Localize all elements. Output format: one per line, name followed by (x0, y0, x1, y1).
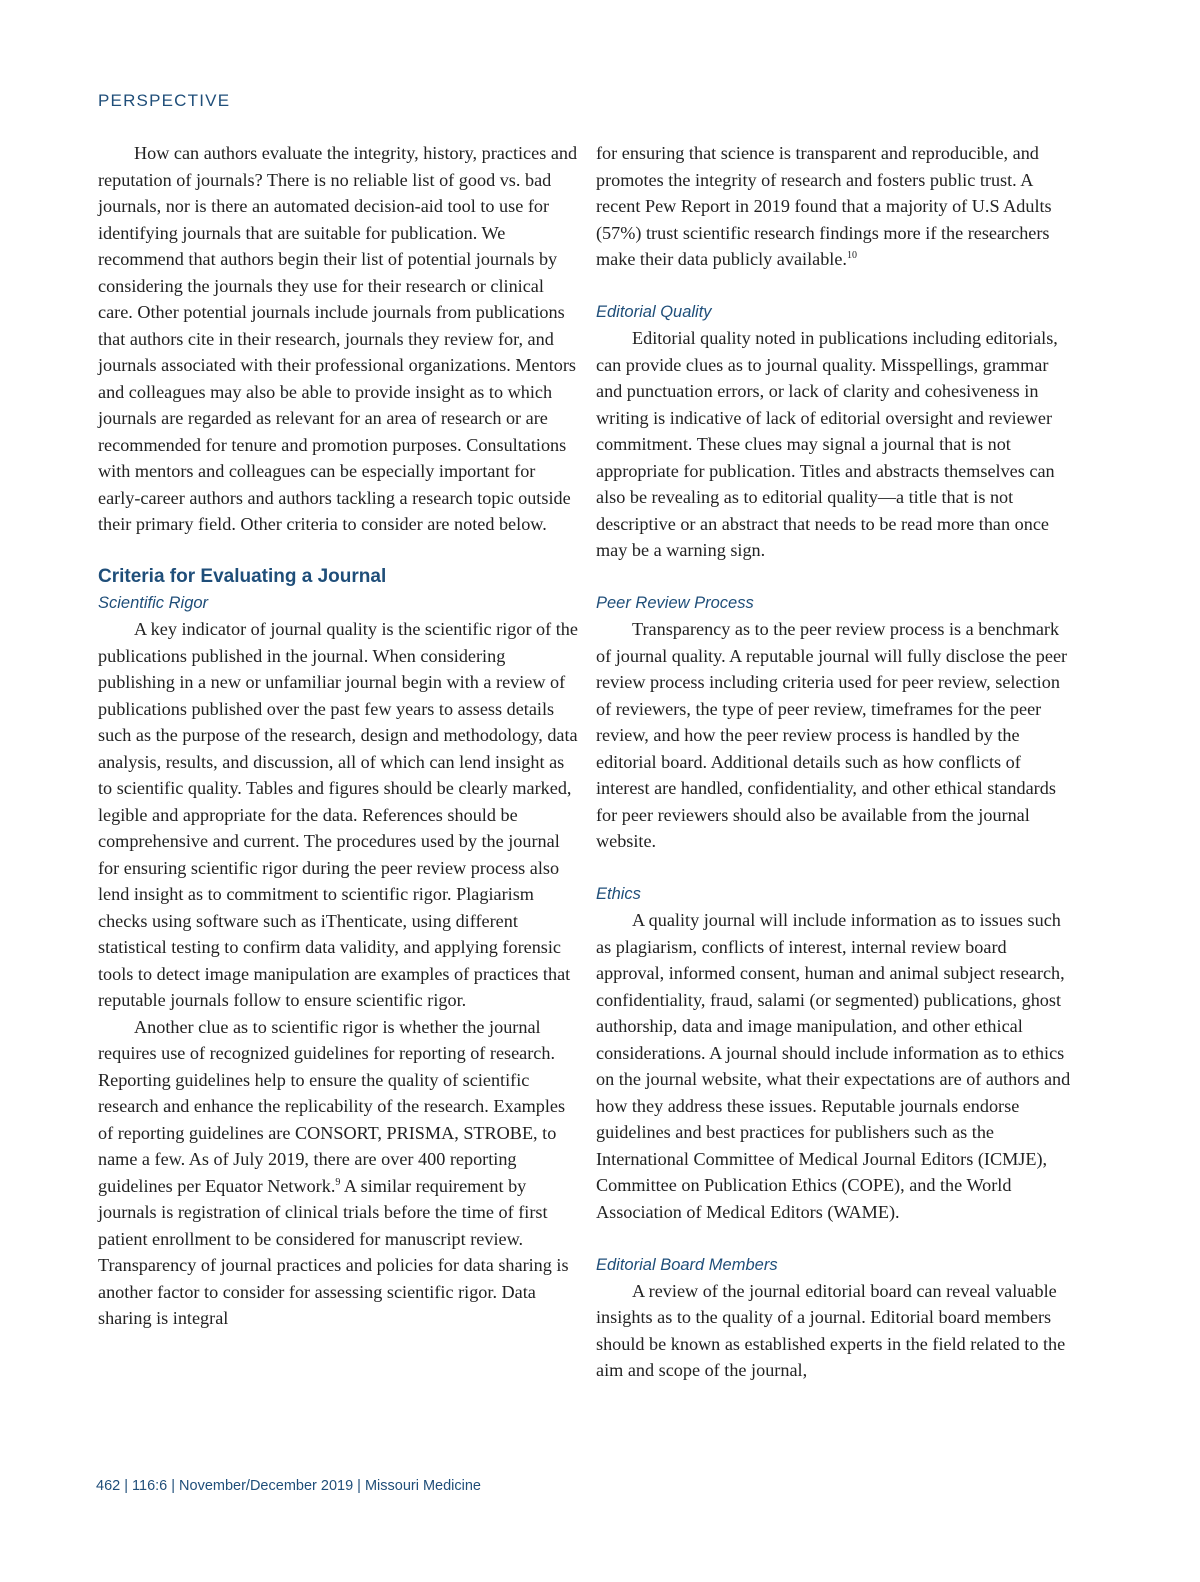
rigor-text-b: A similar requirement by journals is registration of clinical trials before the time of first patient enrollment to be considered for manuscript review. Transparency of journal practices and policies for data sharing is another factor to consider for assessing scientific rigor. Data sharing is integral (98, 1175, 569, 1328)
scientific-rigor-paragraph-1: A key indicator of journal quality is the scientific rigor of the publications published in the journal. When considering publishing in a new or unfamiliar journal begin with a review of publications published over the past few years to assess details such as the purpose of the research, design and methodology, data analysis, results, and discussion, all of which can lend insight as to scientific quality. Tables and figures should be clearly marked, legible and appropriate for the data. References should be comprehensive and current. The procedures used by the journal for ensuring scientific rigor during the peer review process also lend insight as to commitment to scientific rigor. Plagiarism checks using software such as iThenticate, using different statistical testing to confirm data validity, and applying forensic tools to detect image manipulation are examples of practices that reputable journals follow to ensure scientific rigor. (98, 619, 578, 1010)
ethics-heading: Ethics (596, 885, 641, 903)
intro-paragraph: How can authors evaluate the integrity, history, practices and reputation of journals? There is no reliable list of good vs. bad journals, nor is there an automated decision-aid tool to use for identifying journals that are suitable for publication. We recommend that authors begin their list of potential journals by considering the journals they use for their research or clinical care. Other potential journals include journals from publications that authors cite in their research, journals they review for, and journals associated with their professional organizations. Mentors and colleagues may also be able to provide insight as to which journals are regarded as relevant for an area of research or are recommended for tenure and promotion purposes. Consultations with mentors and colleagues can be especially important for early-career authors and authors tackling a research topic outside their primary field. Other criteria to consider are noted below. (98, 143, 578, 534)
criteria-heading: Criteria for Evaluating a Journal (98, 566, 387, 587)
reference-10: 10 (846, 249, 857, 261)
editorial-board-paragraph: A review of the journal editorial board can reveal valuable insights as to the quality of a journal. Editorial board members should be known as established experts in the field related to the aim and scope of the journal, (596, 1280, 1066, 1380)
right-column (596, 140, 1076, 1384)
editorial-board-heading: Editorial Board Members (596, 1255, 778, 1274)
peer-review-heading: Peer Review Process (596, 594, 754, 612)
scientific-rigor-heading: Scientific Rigor (98, 594, 209, 612)
ethics-paragraph: A quality journal will include information as to issues such as plagiarism, conflicts of interest, internal review board approval, informed consent, human and animal subject research, confidentiality, fraud, salami (or segmented) publications, ghost authorship, data and image manipulation, and other ethical considerations. A journal should include information as to ethics on the journal website, what their expectations are of authors and how they address these issues. Reputable journals endorse guidelines and best practices for publishers such as the International Committee of Medical Journal Editors (ICMJE), Committee on Publication Ethics (COPE), and the World Association of Medical Editors (WAME). (596, 910, 1071, 1222)
page-footer: 462 | 116:6 | November/December 2019 | Missouri Medicine (96, 1478, 481, 1494)
continued-paragraph (596, 140, 1076, 273)
editorial-quality-heading: Editorial Quality (596, 303, 712, 321)
section-label: PERSPECTIVE (98, 91, 231, 110)
rigor-text-a: Another clue as to scientific rigor is whether the journal requires use of recognized guidelines for reporting of research. Reporting guidelines help to ensure the quality of scientific research and enhance the replicability of the research. Examples of reporting guidelines are CONSORT, PRISMA, STROBE, to name a few. As of July 2019, there are over 400 reporting guidelines per Equator Network. (98, 1016, 566, 1196)
editorial-quality-paragraph: Editorial quality noted in publications including editorials, can provide clues as to journal quality. Misspellings, grammar and punctuation errors, or lack of clarity and cohesiveness in writing is indicative of lack of editorial oversight and reviewer commitment. These clues may signal a journal that is not appropriate for publication. Titles and abstracts themselves can also be revealing as to editorial quality—a title that is not descriptive or an abstract that needs to be read more than once may be a warning sign. (596, 328, 1058, 560)
left-column (98, 140, 578, 1332)
reference-9: 9 (335, 1176, 341, 1188)
scientific-rigor-paragraph-2 (98, 1014, 578, 1332)
peer-review-paragraph: Transparency as to the peer review process is a benchmark of journal quality. A reputable journal will fully disclose the peer review process including criteria used for peer review, selection of reviewers, the type of peer review, timeframes for the peer review, and how the peer review process is handled by the editorial board. Additional details such as how conflicts of interest are handled, confidentiality, and other ethical standards for peer reviewers should also be available from the journal website. (596, 619, 1068, 851)
continued-text: for ensuring that science is transparent and reproducible, and promotes the integrity of research and fosters public trust. A recent Pew Report in 2019 found that a majority of U.S Adults (57%) trust scientific research findings more if the researchers make their data publicly available. (596, 143, 1052, 269)
